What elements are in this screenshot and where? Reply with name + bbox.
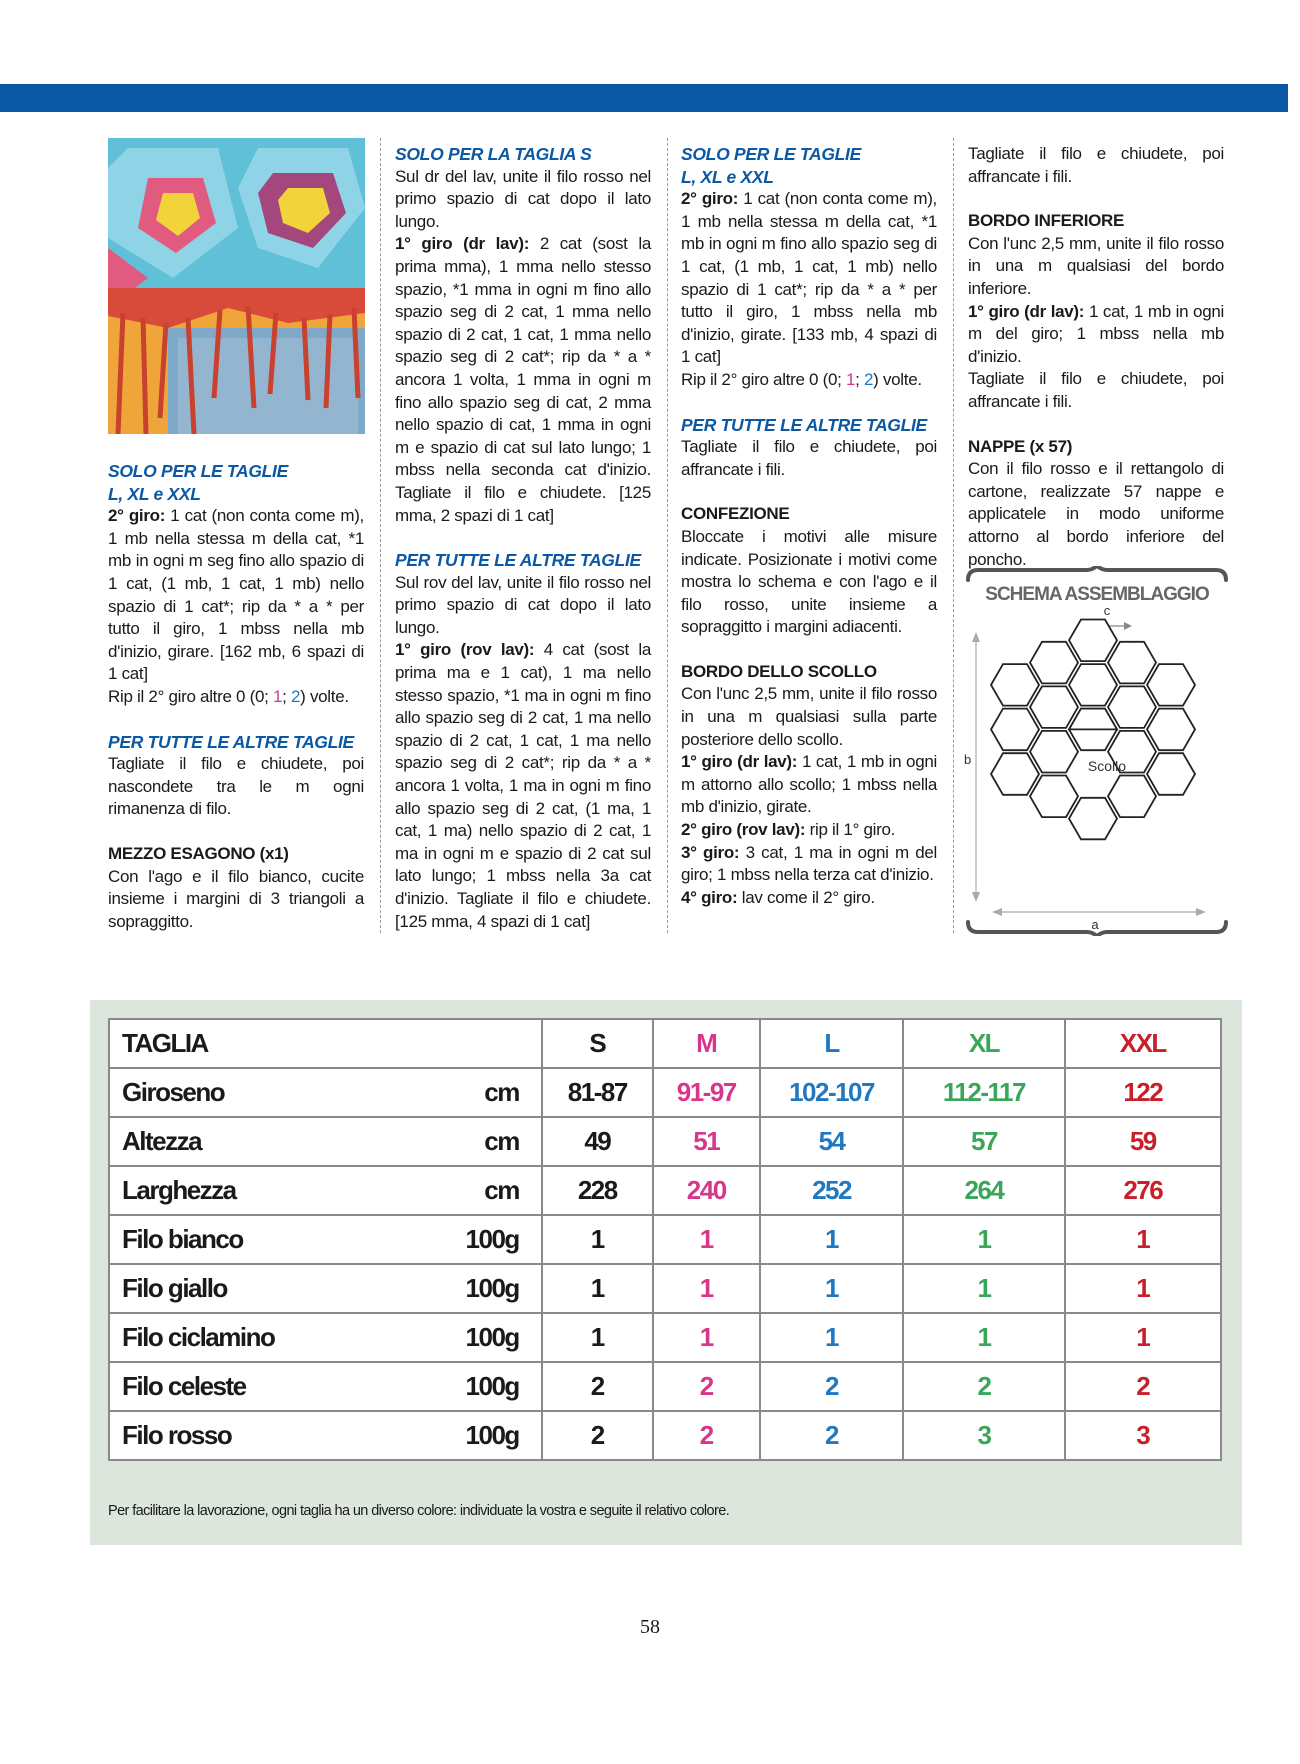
row-unit: 100g xyxy=(466,1362,542,1411)
size-l-value: 2 xyxy=(864,369,874,389)
heading-sizes-l-xl-xxl: SOLO PER LE TAGLIE xyxy=(681,144,861,164)
table-row xyxy=(109,1313,1221,1362)
cell-s: 49 xyxy=(542,1117,653,1166)
paragraph xyxy=(395,639,651,933)
paragraph xyxy=(968,301,1224,369)
hexagon-motif xyxy=(1069,664,1117,706)
round-label: 2° giro (rov lav): xyxy=(681,820,806,840)
hexagon-motif xyxy=(991,709,1039,751)
cell-l: 2 xyxy=(760,1362,904,1411)
header-size-m: M xyxy=(653,1019,760,1068)
row-label: Filo celeste xyxy=(109,1362,466,1411)
row-unit: cm xyxy=(466,1166,542,1215)
cell-m: 2 xyxy=(653,1411,760,1460)
paragraph-text: 1 cat, 1 mb in ogni m del giro; 1 mbss nella mb d'inizio. xyxy=(968,301,1225,366)
paragraph: Con l'unc 2,5 mm, unite il filo rosso in una m qualsiasi sulla parte posteriore dello scollo. xyxy=(681,684,937,749)
paragraph: Tagliate il filo e chiudete, poi affrancate i fili. xyxy=(968,144,1224,186)
cell-s: 81-87 xyxy=(542,1068,653,1117)
cell-s: 1 xyxy=(542,1264,653,1313)
heading-other-sizes: PER TUTTE LE ALTRE TAGLIE xyxy=(108,731,354,752)
paragraph-text: 4 cat (sost la prima ma e 1 cat), 1 ma nello stesso spazio, *1 ma in ogni m fino allo spazio seg di 2 cat, 1 ma nello spazio di 2 cat, 1 cat, 1 ma nello spazio seg di 2 cat*; rip da * a * ancora 1 volta, 1 ma in ogni m fino allo spazio seg di 2 cat, (1 ma, 1 cat, 1 ma) nello spazio di 2 cat, 1 ma in ogni m e spazio di 2 cat sul lato lungo; 1 mbss nella 3a cat d'inizio. Tagliate il filo e chiudete. [125 mma, 4 spazi di 1 cat] xyxy=(395,640,651,931)
paragraph xyxy=(681,188,937,369)
heading-other-sizes: PER TUTTE LE ALTRE TAGLIE xyxy=(681,414,927,435)
row-label: Larghezza xyxy=(109,1166,466,1215)
row-unit: 100g xyxy=(466,1313,542,1362)
table-row xyxy=(109,1362,1221,1411)
cell-m: 91-97 xyxy=(653,1068,760,1117)
heading-other-sizes: PER TUTTE LE ALTRE TAGLIE xyxy=(395,550,641,571)
hexagon-motif xyxy=(1108,776,1156,818)
cell-xl: 1 xyxy=(903,1313,1064,1362)
row-label: Filo bianco xyxy=(109,1215,466,1264)
cell-l: 252 xyxy=(760,1166,904,1215)
paragraph: Sul dr del lav, unite il filo rosso nel primo spazio di cat dopo il lato lungo. xyxy=(395,166,651,231)
separator: ; xyxy=(855,369,865,389)
row-label: Filo ciclamino xyxy=(109,1313,466,1362)
column-divider xyxy=(667,138,668,933)
paragraph xyxy=(681,369,937,392)
cell-l: 1 xyxy=(760,1313,904,1362)
hexagon-motif xyxy=(1108,642,1156,684)
paragraph: Tagliate il filo e chiudete, poi affrancate i fili. xyxy=(968,369,1224,411)
cell-m: 1 xyxy=(653,1264,760,1313)
paragraph-text: 1 cat (non conta come m), 1 mb nella stessa m della cat, *1 mb in ogni m fino allo spazio seg di 1 cat, (1 mb, 1 cat, 1 mb) nello spazio di 1 cat*; rip da * a * per tutto il giro, 1 mbss nella mb d'inizio, girate. [133 mb, 4 spazi di 1 cat] xyxy=(681,189,937,367)
cell-xxl: 276 xyxy=(1065,1166,1221,1215)
row-label: Filo rosso xyxy=(109,1411,466,1460)
cell-xl: 264 xyxy=(903,1166,1064,1215)
size-l-value: 2 xyxy=(291,686,301,706)
hexagon-grid xyxy=(991,620,1195,840)
column-4 xyxy=(968,143,1224,571)
paragraph xyxy=(681,819,937,842)
heading-sizes-l-xl-xxl-sub: L, XL e XXL xyxy=(108,483,201,504)
cell-xxl: 1 xyxy=(1065,1215,1221,1264)
heading-sizes-l-xl-xxl-sub: L, XL e XXL xyxy=(681,166,774,187)
separator: ; xyxy=(282,686,292,706)
row-label: Altezza xyxy=(109,1117,466,1166)
column-2 xyxy=(395,143,651,933)
header-size-s: S xyxy=(542,1019,653,1068)
arrow-head xyxy=(1196,908,1206,916)
column-1 xyxy=(108,460,364,933)
assembly-diagram xyxy=(964,566,1230,936)
cell-xl: 1 xyxy=(903,1264,1064,1313)
paragraph xyxy=(681,751,937,819)
round-label: 1° giro (dr lav): xyxy=(395,234,530,254)
hexagon-motif xyxy=(1030,776,1078,818)
table-row xyxy=(109,1068,1221,1117)
cell-l: 1 xyxy=(760,1264,904,1313)
row-unit: cm xyxy=(466,1117,542,1166)
cell-xl: 57 xyxy=(903,1117,1064,1166)
cell-m: 51 xyxy=(653,1117,760,1166)
round-label: 3° giro: xyxy=(681,842,740,862)
label-b: b xyxy=(964,752,972,767)
size-m-value: 1 xyxy=(846,369,856,389)
paragraph-text: ) volte. xyxy=(300,686,349,706)
paragraph-text: lav come il 2° giro. xyxy=(737,887,875,907)
paragraph-text: 3 cat, 1 ma in ogni m del giro; 1 mbss nella terza cat d'inizio. xyxy=(681,842,937,885)
cell-s: 2 xyxy=(542,1362,653,1411)
round-label: 1° giro (dr lav): xyxy=(968,301,1085,321)
cell-s: 1 xyxy=(542,1313,653,1362)
label-scollo: Scollo xyxy=(1087,758,1127,774)
header-bar xyxy=(0,84,1288,112)
cell-l: 2 xyxy=(760,1411,904,1460)
heading-assembly: CONFEZIONE xyxy=(681,504,790,524)
hexagon-motif xyxy=(1069,798,1117,840)
hexagon-motif xyxy=(1030,686,1078,728)
arrow-head xyxy=(972,632,980,642)
cell-m: 1 xyxy=(653,1215,760,1264)
header-size-l: L xyxy=(760,1019,904,1068)
heading-neck-edge: BORDO DELLO SCOLLO xyxy=(681,661,877,681)
round-label: 1° giro (dr lav): xyxy=(681,752,798,772)
table-header-row xyxy=(109,1019,1221,1068)
cell-l: 54 xyxy=(760,1117,904,1166)
heading-half-hexagon: MEZZO ESAGONO (x1) xyxy=(108,843,289,863)
column-3 xyxy=(681,143,937,909)
round-label: 1° giro (rov lav): xyxy=(395,640,535,660)
cell-m: 240 xyxy=(653,1166,760,1215)
row-label: Filo giallo xyxy=(109,1264,466,1313)
paragraph: Tagliate il filo e chiudete, poi affrancate i fili. xyxy=(681,437,937,479)
cell-s: 2 xyxy=(542,1411,653,1460)
cell-m: 1 xyxy=(653,1313,760,1362)
size-table xyxy=(108,1018,1222,1461)
size-m-value: 1 xyxy=(273,686,283,706)
header-size-xl: XL xyxy=(903,1019,1064,1068)
cell-xl: 1 xyxy=(903,1215,1064,1264)
header-size-xxl: XXL xyxy=(1065,1019,1221,1068)
hexagon-motif xyxy=(1147,709,1195,751)
cell-xxl: 3 xyxy=(1065,1411,1221,1460)
cell-xxl: 59 xyxy=(1065,1117,1221,1166)
paragraph: Tagliate il filo e chiudete, poi nascondete tra le m ogni rimanenza di filo. xyxy=(108,754,364,819)
paragraph: Sul rov del lav, unite il filo rosso nel primo spazio di cat dopo il lato lungo. xyxy=(395,572,651,637)
paragraph-text: 1 cat, 1 mb in ogni m attorno allo scollo; 1 mbss nella mb d'inizio, girate. xyxy=(681,752,938,817)
paragraph-text: 2 cat (sost la prima mma), 1 mma nello stesso spazio, *1 mma in ogni m fino allo spazio seg di 2 cat, 1 mma nello spazio di 2 cat, 1 cat, 1 mma nello spazio seg di 2 cat*; rip da * a * ancora 1 volta, 1 mma in ogni m fino allo spazio seg di cat, 2 mma nello spazio di cat, 1 mma in ogni m e spazio di cat sul lato lungo; 1 mbss nella seconda cat d'inizio. Tagliate il filo e chiudete. [125 mma, 2 spazi di 1 cat] xyxy=(395,234,651,525)
table-note: Per facilitare la lavorazione, ogni taglia ha un diverso colore: individuate la vostra e seguite il relativo colore. xyxy=(108,1503,730,1519)
paragraph: Con l'ago e il filo bianco, cucite insieme i margini di 3 triangoli a sopraggitto. xyxy=(108,866,364,931)
top-brace xyxy=(968,566,1226,580)
cell-s: 228 xyxy=(542,1166,653,1215)
size-table-panel xyxy=(90,1000,1242,1545)
schema-title: SCHEMA ASSEMBLAGGIO xyxy=(985,584,1209,605)
arrow-head xyxy=(992,908,1002,916)
cell-l: 1 xyxy=(760,1215,904,1264)
row-label: Giroseno xyxy=(109,1068,466,1117)
arrow-head xyxy=(972,892,980,902)
cell-xxl: 1 xyxy=(1065,1313,1221,1362)
paragraph: Con l'unc 2,5 mm, unite il filo rosso in una m qualsiasi del bordo inferiore. xyxy=(968,233,1224,298)
header-taglia: TAGLIA xyxy=(109,1019,542,1068)
hexagon-motif xyxy=(1147,753,1195,795)
paragraph-text: Rip il 2° giro altre 0 (0; xyxy=(681,369,846,389)
assembly-schema xyxy=(964,566,1230,936)
cell-xxl: 122 xyxy=(1065,1068,1221,1117)
round-label: 2° giro: xyxy=(681,189,739,209)
label-c: c xyxy=(1103,603,1111,618)
heading-sizes-l-xl-xxl: SOLO PER LE TAGLIE xyxy=(108,461,288,481)
heading-bottom-edge: BORDO INFERIORE xyxy=(968,211,1125,231)
table-row xyxy=(109,1264,1221,1313)
paragraph-text: ) volte. xyxy=(873,369,922,389)
cell-xl: 2 xyxy=(903,1362,1064,1411)
label-a: a xyxy=(1091,917,1099,932)
hexagon-motif xyxy=(1147,664,1195,706)
page-number: 58 xyxy=(640,1616,660,1638)
cell-l: 102-107 xyxy=(760,1068,904,1117)
hexagon-motif xyxy=(1030,642,1078,684)
cell-m: 2 xyxy=(653,1362,760,1411)
row-unit: 100g xyxy=(466,1264,542,1313)
hexagon-motif xyxy=(991,664,1039,706)
row-unit: 100g xyxy=(466,1215,542,1264)
hexagon-motif xyxy=(991,753,1039,795)
heading-tassels: NAPPE (x 57) xyxy=(968,436,1073,456)
cell-s: 1 xyxy=(542,1215,653,1264)
paragraph xyxy=(681,887,937,910)
paragraph xyxy=(681,842,937,887)
paragraph-text: rip il 1° giro. xyxy=(805,820,896,840)
paragraph: Con il filo rosso e il rettangolo di cartone, realizzate 57 nappe e applicatele in modo uniforme attorno al bordo inferiore del poncho. xyxy=(968,459,1224,569)
column-divider xyxy=(953,138,954,933)
cell-xl: 112-117 xyxy=(903,1068,1064,1117)
paragraph xyxy=(395,233,651,527)
heading-size-s: SOLO PER LA TAGLIA S xyxy=(395,144,592,164)
cell-xxl: 1 xyxy=(1065,1264,1221,1313)
table-row xyxy=(109,1117,1221,1166)
row-unit: 100g xyxy=(466,1411,542,1460)
paragraph xyxy=(108,505,364,686)
round-label: 2° giro: xyxy=(108,506,166,526)
table-row xyxy=(109,1166,1221,1215)
paragraph-text: Rip il 2° giro altre 0 (0; xyxy=(108,686,273,706)
table-row xyxy=(109,1215,1221,1264)
paragraph xyxy=(108,686,364,709)
paragraph-text: 1 cat (non conta come m), 1 mb nella stessa m della cat, *1 mb in ogni m seg fino allo spazio di 1 cat, (1 mb, 1 cat, 1 mb) nello spazio di 1 cat*; rip da * a * per tutto il giro, 1 mbss nella mb d'inizio, girare. [162 mb, 6 spazi di 1 cat] xyxy=(108,506,364,684)
poncho-photo-illustration xyxy=(108,138,365,434)
row-unit: cm xyxy=(466,1068,542,1117)
cell-xxl: 2 xyxy=(1065,1362,1221,1411)
hexagon-motif xyxy=(1108,686,1156,728)
column-divider xyxy=(380,138,381,933)
cell-xl: 3 xyxy=(903,1411,1064,1460)
table-row xyxy=(109,1411,1221,1460)
round-label: 4° giro: xyxy=(681,887,738,907)
arrow-head xyxy=(1124,622,1132,630)
hexagon-motif xyxy=(1030,731,1078,773)
paragraph: Bloccate i motivi alle misure indicate. Posizionate i motivi come mostra lo schema e con l'ago e il filo rosso, unite insieme a sopraggitto i margini adiacenti. xyxy=(681,526,937,637)
poncho-photo xyxy=(108,138,365,434)
